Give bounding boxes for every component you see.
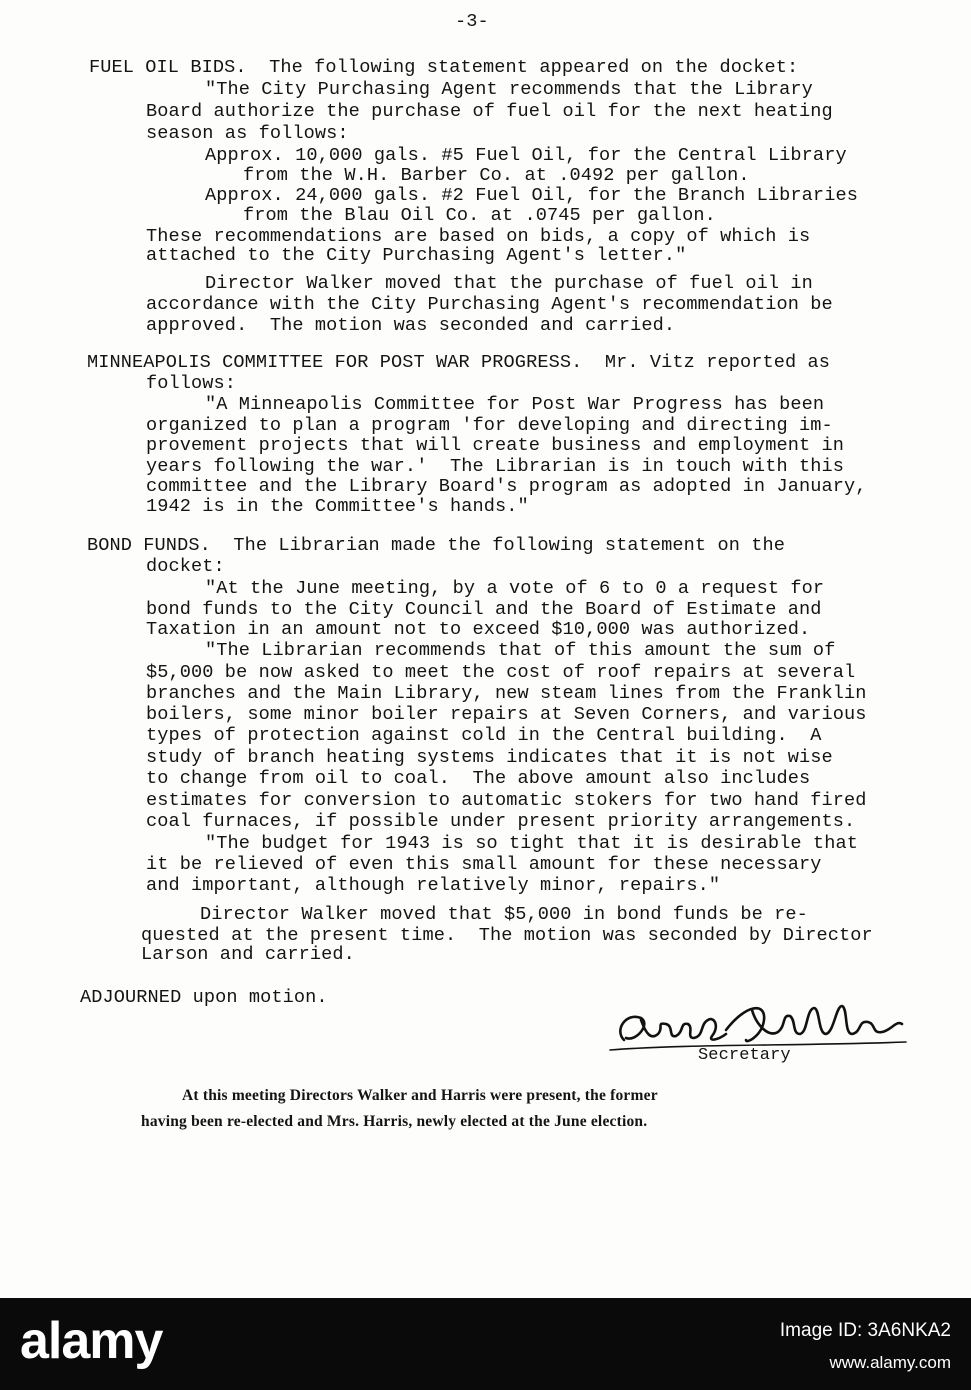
minneapolis-line: "A Minneapolis Committee for Post War Progress has been [205,394,825,415]
fuel-oil-line: Approx. 10,000 gals. #5 Fuel Oil, for the Central Library [205,145,847,166]
bond-funds-line: docket: [146,556,225,577]
bond-funds-line: branches and the Main Library, new steam lines from the Franklin [146,683,867,704]
alamy-logo: alamy [20,1312,163,1370]
fuel-oil-line: Director Walker moved that the purchase of fuel oil in [205,273,813,294]
fuel-oil-line: These recommendations are based on bids, a copy of which is [146,226,811,247]
minneapolis-line: provement projects that will create business and employment in [146,435,844,456]
fuel-oil-line: Approx. 24,000 gals. #2 Fuel Oil, for the Branch Libraries [205,185,858,206]
bond-funds-line: bond funds to the City Council and the Board of Estimate and [146,599,822,620]
fuel-oil-line: Board authorize the purchase of fuel oil for the next heating [146,101,833,122]
adjourned-line: ADJOURNED upon motion. [80,987,328,1008]
bond-funds-line: quested at the present time. The motion was seconded by Director [141,925,873,946]
attendance-note-line-2: having been re-elected and Mrs. Harris, newly elected at the June election. [141,1113,648,1130]
bond-funds-line: estimates for conversion to automatic stokers for two hand fired [146,790,867,811]
bond-funds-line: Taxation in an amount not to exceed $10,000 was authorized. [146,619,811,640]
image-id-label: Image ID: 3A6NKA2 [779,1320,951,1341]
bond-funds-line: it be relieved of even this small amount for these necessary [146,854,822,875]
fuel-oil-line: from the W.H. Barber Co. at .0492 per gallon. [243,165,750,186]
watermark-footer [0,1298,971,1390]
fuel-oil-line: accordance with the City Purchasing Agent's recommendation be [146,294,833,315]
bond-funds-line: Larson and carried. [141,944,355,965]
minneapolis-line: years following the war.' The Librarian is in touch with this [146,456,844,477]
bond-funds-line: "The budget for 1943 is so tight that it is desirable that [205,833,858,854]
source-url: www.alamy.com [829,1353,951,1372]
bond-funds-line: to change from oil to coal. The above amount also includes [146,768,811,789]
minneapolis-line: committee and the Library Board's program as adopted in January, [146,476,867,497]
bond-funds-line: boilers, some minor boiler repairs at Seven Corners, and various [146,704,867,725]
bond-funds-line: "The Librarian recommends that of this amount the sum of [205,640,836,661]
fuel-oil-line: approved. The motion was seconded and carried. [146,315,676,336]
page-number: -3- [455,11,489,32]
bond-funds-heading-line: BOND FUNDS. The Librarian made the following statement on the [87,535,785,556]
bond-funds-line: "At the June meeting, by a vote of 6 to 0 a request for [205,578,825,599]
bond-funds-line: and important, although relatively minor, repairs." [146,875,721,896]
minneapolis-line: 1942 is in the Committee's hands." [146,496,529,517]
fuel-oil-line: from the Blau Oil Co. at .0745 per gallon. [243,205,716,226]
fuel-oil-heading-line: FUEL OIL BIDS. The following statement appeared on the docket: [89,57,799,78]
bond-funds-line: $5,000 be now asked to meet the cost of roof repairs at several [146,662,856,683]
fuel-oil-line: season as follows: [146,123,349,144]
attendance-note-line-1: At this meeting Directors Walker and Harris were present, the former [182,1087,658,1104]
bond-funds-line: types of protection against cold in the Central building. A [146,725,822,746]
minneapolis-heading-line: MINNEAPOLIS COMMITTEE FOR POST WAR PROGRESS. Mr. Vitz reported as [87,352,831,373]
bond-funds-line: study of branch heating systems indicates that it is not wise [146,747,833,768]
fuel-oil-line: "The City Purchasing Agent recommends that the Library [205,79,813,100]
fuel-oil-line: attached to the City Purchasing Agent's letter." [146,245,687,266]
minneapolis-line: organized to plan a program 'for developing and directing im- [146,415,833,436]
bond-funds-line: coal furnaces, if possible under present priority arrangements. [146,811,856,832]
minneapolis-line: follows: [146,373,237,394]
secretary-title: Secretary [698,1046,791,1065]
bond-funds-line: Director Walker moved that $5,000 in bond funds be re- [200,904,808,925]
